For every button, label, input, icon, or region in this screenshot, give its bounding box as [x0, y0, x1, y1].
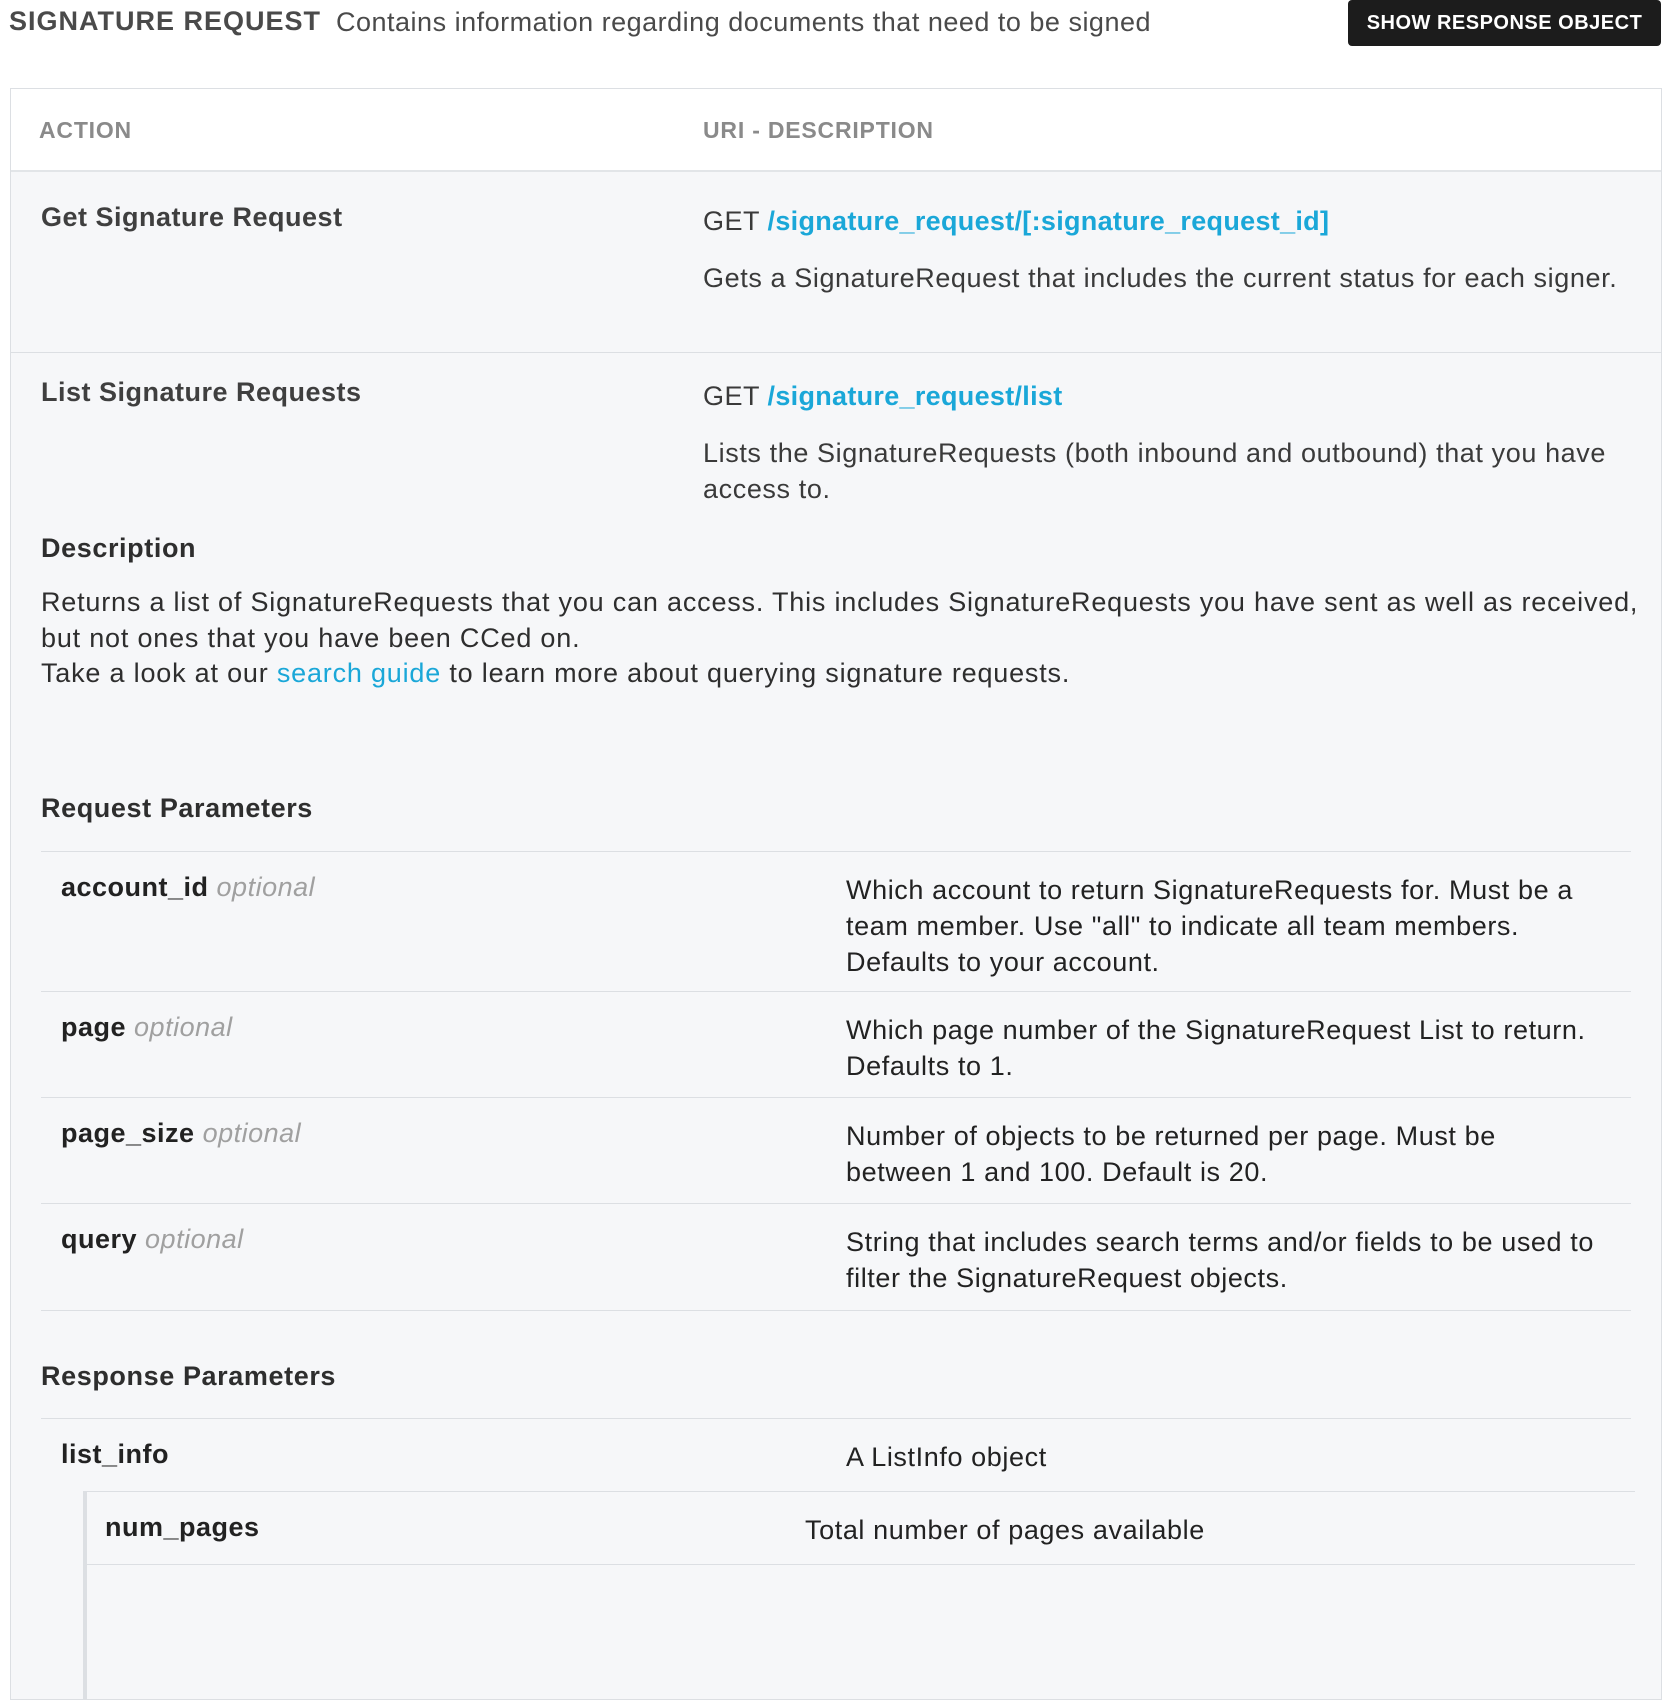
param-name: list_info [61, 1439, 170, 1469]
section-header [0, 0, 1672, 60]
endpoint-panel [10, 88, 1662, 1700]
column-header-action: ACTION [39, 117, 132, 143]
section-subtitle: Contains information regarding documents that need to be signed [336, 7, 1152, 37]
request-parameters-heading: Request Parameters [41, 793, 313, 823]
table-row[interactable] [11, 353, 1661, 533]
column-header-uri: URI - DESCRIPTION [703, 117, 934, 143]
http-method: GET [703, 206, 761, 236]
description-text: Returns a list of SignatureRequests that you can access. This includes SignatureRequests you have sent as well as received, but not ones that you have been CCed on. [41, 587, 1639, 653]
param-name: query optional [61, 1224, 244, 1254]
search-guide-link[interactable]: search guide [276, 658, 442, 688]
param-name: account_id optional [61, 872, 316, 902]
guide-suffix: to learn more about querying signature requests. [449, 658, 1071, 688]
description-heading: Description [41, 533, 197, 563]
http-method: GET [703, 381, 761, 411]
param-description: Which account to return SignatureRequests for. Must be a team member. Use "all" to indicate all team members. Defaults to your account. [846, 875, 1573, 977]
endpoint-description: Gets a SignatureRequest that includes the current status for each signer. [703, 263, 1618, 293]
param-row [41, 1418, 1631, 1491]
param-row [41, 991, 1631, 1098]
endpoint-uri [703, 381, 1063, 412]
section-title: SIGNATURE REQUEST [9, 6, 322, 36]
param-row [41, 1203, 1631, 1311]
endpoint-link[interactable]: /signature_request/[:signature_request_id] [767, 206, 1330, 236]
divider [87, 1564, 1635, 1565]
param-description: Which page number of the SignatureRequest List to return. Defaults to 1. [846, 1015, 1586, 1081]
param-name: page_size optional [61, 1118, 302, 1148]
param-row [41, 851, 1631, 992]
action-label: Get Signature Request [41, 202, 343, 232]
param-description: String that includes search terms and/or fields to be used to filter the SignatureRequest objects. [846, 1227, 1594, 1293]
param-description: Number of objects to be returned per page. Must be between 1 and 100. Default is 20. [846, 1121, 1496, 1187]
nested-param-row [83, 1491, 1635, 1700]
table-row[interactable] [11, 172, 1661, 352]
show-response-object-button[interactable]: SHOW RESPONSE OBJECT [1348, 0, 1661, 46]
response-parameters-heading: Response Parameters [41, 1361, 337, 1391]
endpoint-link[interactable]: /signature_request/list [767, 381, 1063, 411]
param-name: page optional [61, 1012, 233, 1042]
param-name: num_pages [105, 1512, 260, 1542]
param-row [41, 1097, 1631, 1204]
param-description: A ListInfo object [846, 1442, 1047, 1472]
endpoint-uri [703, 206, 1329, 237]
action-label: List Signature Requests [41, 377, 362, 407]
param-description: Total number of pages available [805, 1515, 1205, 1545]
search-guide-text [41, 655, 1641, 691]
table-header [11, 89, 1661, 172]
guide-prefix: Take a look at our [41, 658, 269, 688]
endpoint-description: Lists the SignatureRequests (both inbound and outbound) that you have access to. [703, 438, 1607, 504]
